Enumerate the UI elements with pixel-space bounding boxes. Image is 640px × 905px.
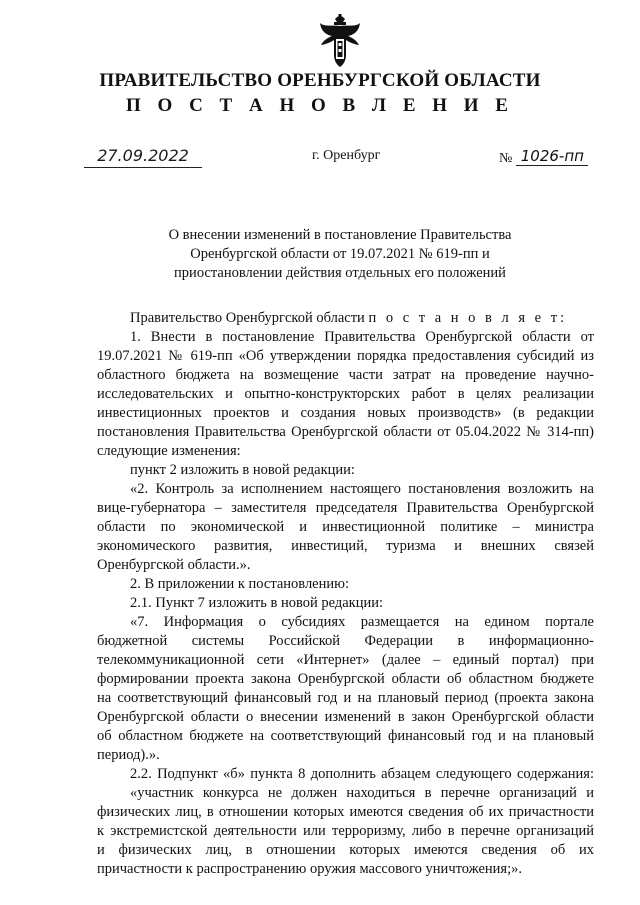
body-line: об областном бюджете на соответствующий финансовый год и на плановый <box>97 728 594 744</box>
body-line: «7. Информация о субсидиях размещается на едином портале <box>130 614 594 630</box>
body-line: физических лиц, в отношении которых имеются сведения об их причастности <box>97 804 594 820</box>
body-line: 1. Внести в постановление Правительства Оренбургской области от <box>130 329 594 345</box>
decree-subject <box>140 226 540 283</box>
body-line: на соответствующий финансовый год и на плановый период (проекта закона <box>97 690 594 706</box>
body-line: пункт 2 изложить в новой редакции: <box>130 462 355 478</box>
body-line: бюджетной системы Российской Федерации в информационно- <box>97 633 594 649</box>
city: г. Оренбург <box>312 148 381 163</box>
body-line: исследовательских и опытно-конструкторских работ в целях реализации <box>97 386 594 402</box>
body-line: Оренбургской области.». <box>97 557 251 573</box>
subject-line: О внесении изменений в постановление Правительства <box>168 227 512 243</box>
decree-date: 27.09.2022 <box>84 147 202 168</box>
decree-number <box>499 147 588 166</box>
coat-of-arms-icon <box>318 13 362 69</box>
body-line: причастности к распространению оружия массового уничтожения;». <box>97 861 523 877</box>
body-line: «участник конкурса не должен находиться в перечне организаций и <box>130 785 594 801</box>
body-line: вице-губернатора – заместителя председателя Правительства Оренбургской <box>97 500 594 516</box>
body-line: 2.2. Подпункт «б» пункта 8 дополнить абзацем следующего содержания: <box>130 766 594 782</box>
body-line: формировании проекта закона Оренбургской области об областном бюджете <box>97 671 594 687</box>
body-line: и физических лиц, в отношении которых имеются сведения об их <box>97 842 594 858</box>
government-title: ПРАВИТЕЛЬСТВО ОРЕНБУРГСКОЙ ОБЛАСТИ <box>99 70 541 91</box>
body-line: 19.07.2021 № 619-пп «Об утверждении порядка предоставления субсидий из <box>97 348 594 364</box>
subject-line: Оренбургской области от 19.07.2021 № 619-пп и <box>190 246 490 262</box>
number-label: № <box>499 151 513 166</box>
number-value: 1026-пп <box>516 147 588 166</box>
body-line: 2. В приложении к постановлению: <box>130 576 350 592</box>
document-type: П О С Т А Н О В Л Е Н И Е <box>126 95 514 116</box>
decree-body <box>97 309 594 879</box>
body-line: экономического развития, инвестиций, туризма и внешних связей <box>97 538 594 554</box>
subject-line: приостановлении действия отдельных его положений <box>174 265 506 281</box>
body-line: период).». <box>97 747 160 763</box>
body-line: Оренбургской области о внесении изменений в закон Оренбургской области <box>97 709 594 725</box>
body-line: инвестиционных проектов и создания новых производств» (в редакции <box>97 405 594 421</box>
body-line: «2. Контроль за исполнением настоящего постановления возложить на <box>130 481 594 497</box>
body-line: областного бюджета на возмещение части затрат на проведение научно- <box>97 367 594 383</box>
body-line: телекоммуникационной сети «Интернет» (далее – единый портал) при <box>97 652 594 668</box>
body-line: 2.1. Пункт 7 изложить в новой редакции: <box>130 595 384 611</box>
body-line: следующие изменения: <box>97 443 241 459</box>
body-line: области по экономической и инвестиционной политике – министра <box>97 519 594 535</box>
body-line: постановления Правительства Оренбургской области от 05.04.2022 № 314-пп) <box>97 424 594 440</box>
body-line: к экстремистской деятельности или терроризму, либо в перечне организаций <box>97 823 594 839</box>
intro-line: Правительство Оренбургской области п о с т а н о в л я е т: <box>130 310 568 326</box>
